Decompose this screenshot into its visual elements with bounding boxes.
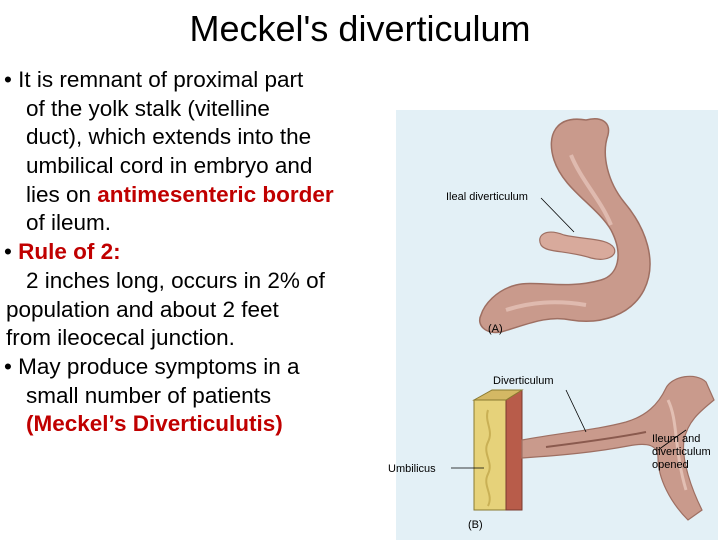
bullet-3-line-1 — [0, 353, 400, 382]
bullet-1-text-5a: lies on — [26, 181, 98, 207]
ileum-label-line-1: Ileum and — [652, 433, 701, 445]
umbilicus-label: Umbilicus — [388, 463, 436, 475]
bullet-1-line-3: duct), which extends into the — [26, 124, 312, 150]
meckels-diverticulum-illustration — [388, 110, 718, 540]
bullet-marker: • — [4, 67, 12, 92]
diverticulum-label: Diverticulum — [493, 375, 554, 387]
bullet-1-line-1 — [0, 66, 400, 95]
rule-of-2-heading: Rule of 2: — [18, 239, 121, 265]
bullet-2-line-4: from ileocecal junction. — [6, 325, 235, 351]
bullet-2-line-1 — [0, 238, 400, 267]
meckels-diverticulitis-highlight: (Meckel’s Diverticulutis) — [26, 411, 283, 437]
ileum-label-line-2: diverticulum — [652, 446, 711, 458]
figure-b-label: (B) — [468, 519, 483, 531]
bullet-1-line-4: umbilical cord in embryo and — [26, 153, 313, 179]
bullet-3-line-2: small number of patients — [26, 382, 272, 408]
bullet-marker: • — [4, 353, 12, 379]
figure-a-label: (A) — [488, 323, 503, 335]
antimesenteric-border-highlight: antimesenteric border — [97, 181, 334, 207]
ileal-diverticulum-label: Ileal diverticulum — [446, 191, 528, 203]
bullet-1-text-1: It is remnant of proximal part — [18, 67, 304, 92]
abdominal-wall-section — [474, 390, 522, 510]
ileum-label-line-3: opened — [652, 459, 689, 471]
bullet-3-text-1: May produce symptoms in a — [18, 353, 300, 379]
bullet-1-line-5 — [0, 181, 400, 210]
bullet-1-line-6: of ileum. — [26, 210, 112, 236]
bullet-2-line-2: 2 inches long, occurs in 2% of — [26, 267, 325, 293]
slide-body — [0, 66, 400, 439]
bullet-1-line-2: of the yolk stalk (vitelline — [26, 95, 270, 121]
slide-title: Meckel's diverticulum — [189, 8, 531, 49]
bullet-2-line-3: population and about 2 feet — [6, 296, 279, 322]
bullet-marker: • — [4, 239, 12, 265]
